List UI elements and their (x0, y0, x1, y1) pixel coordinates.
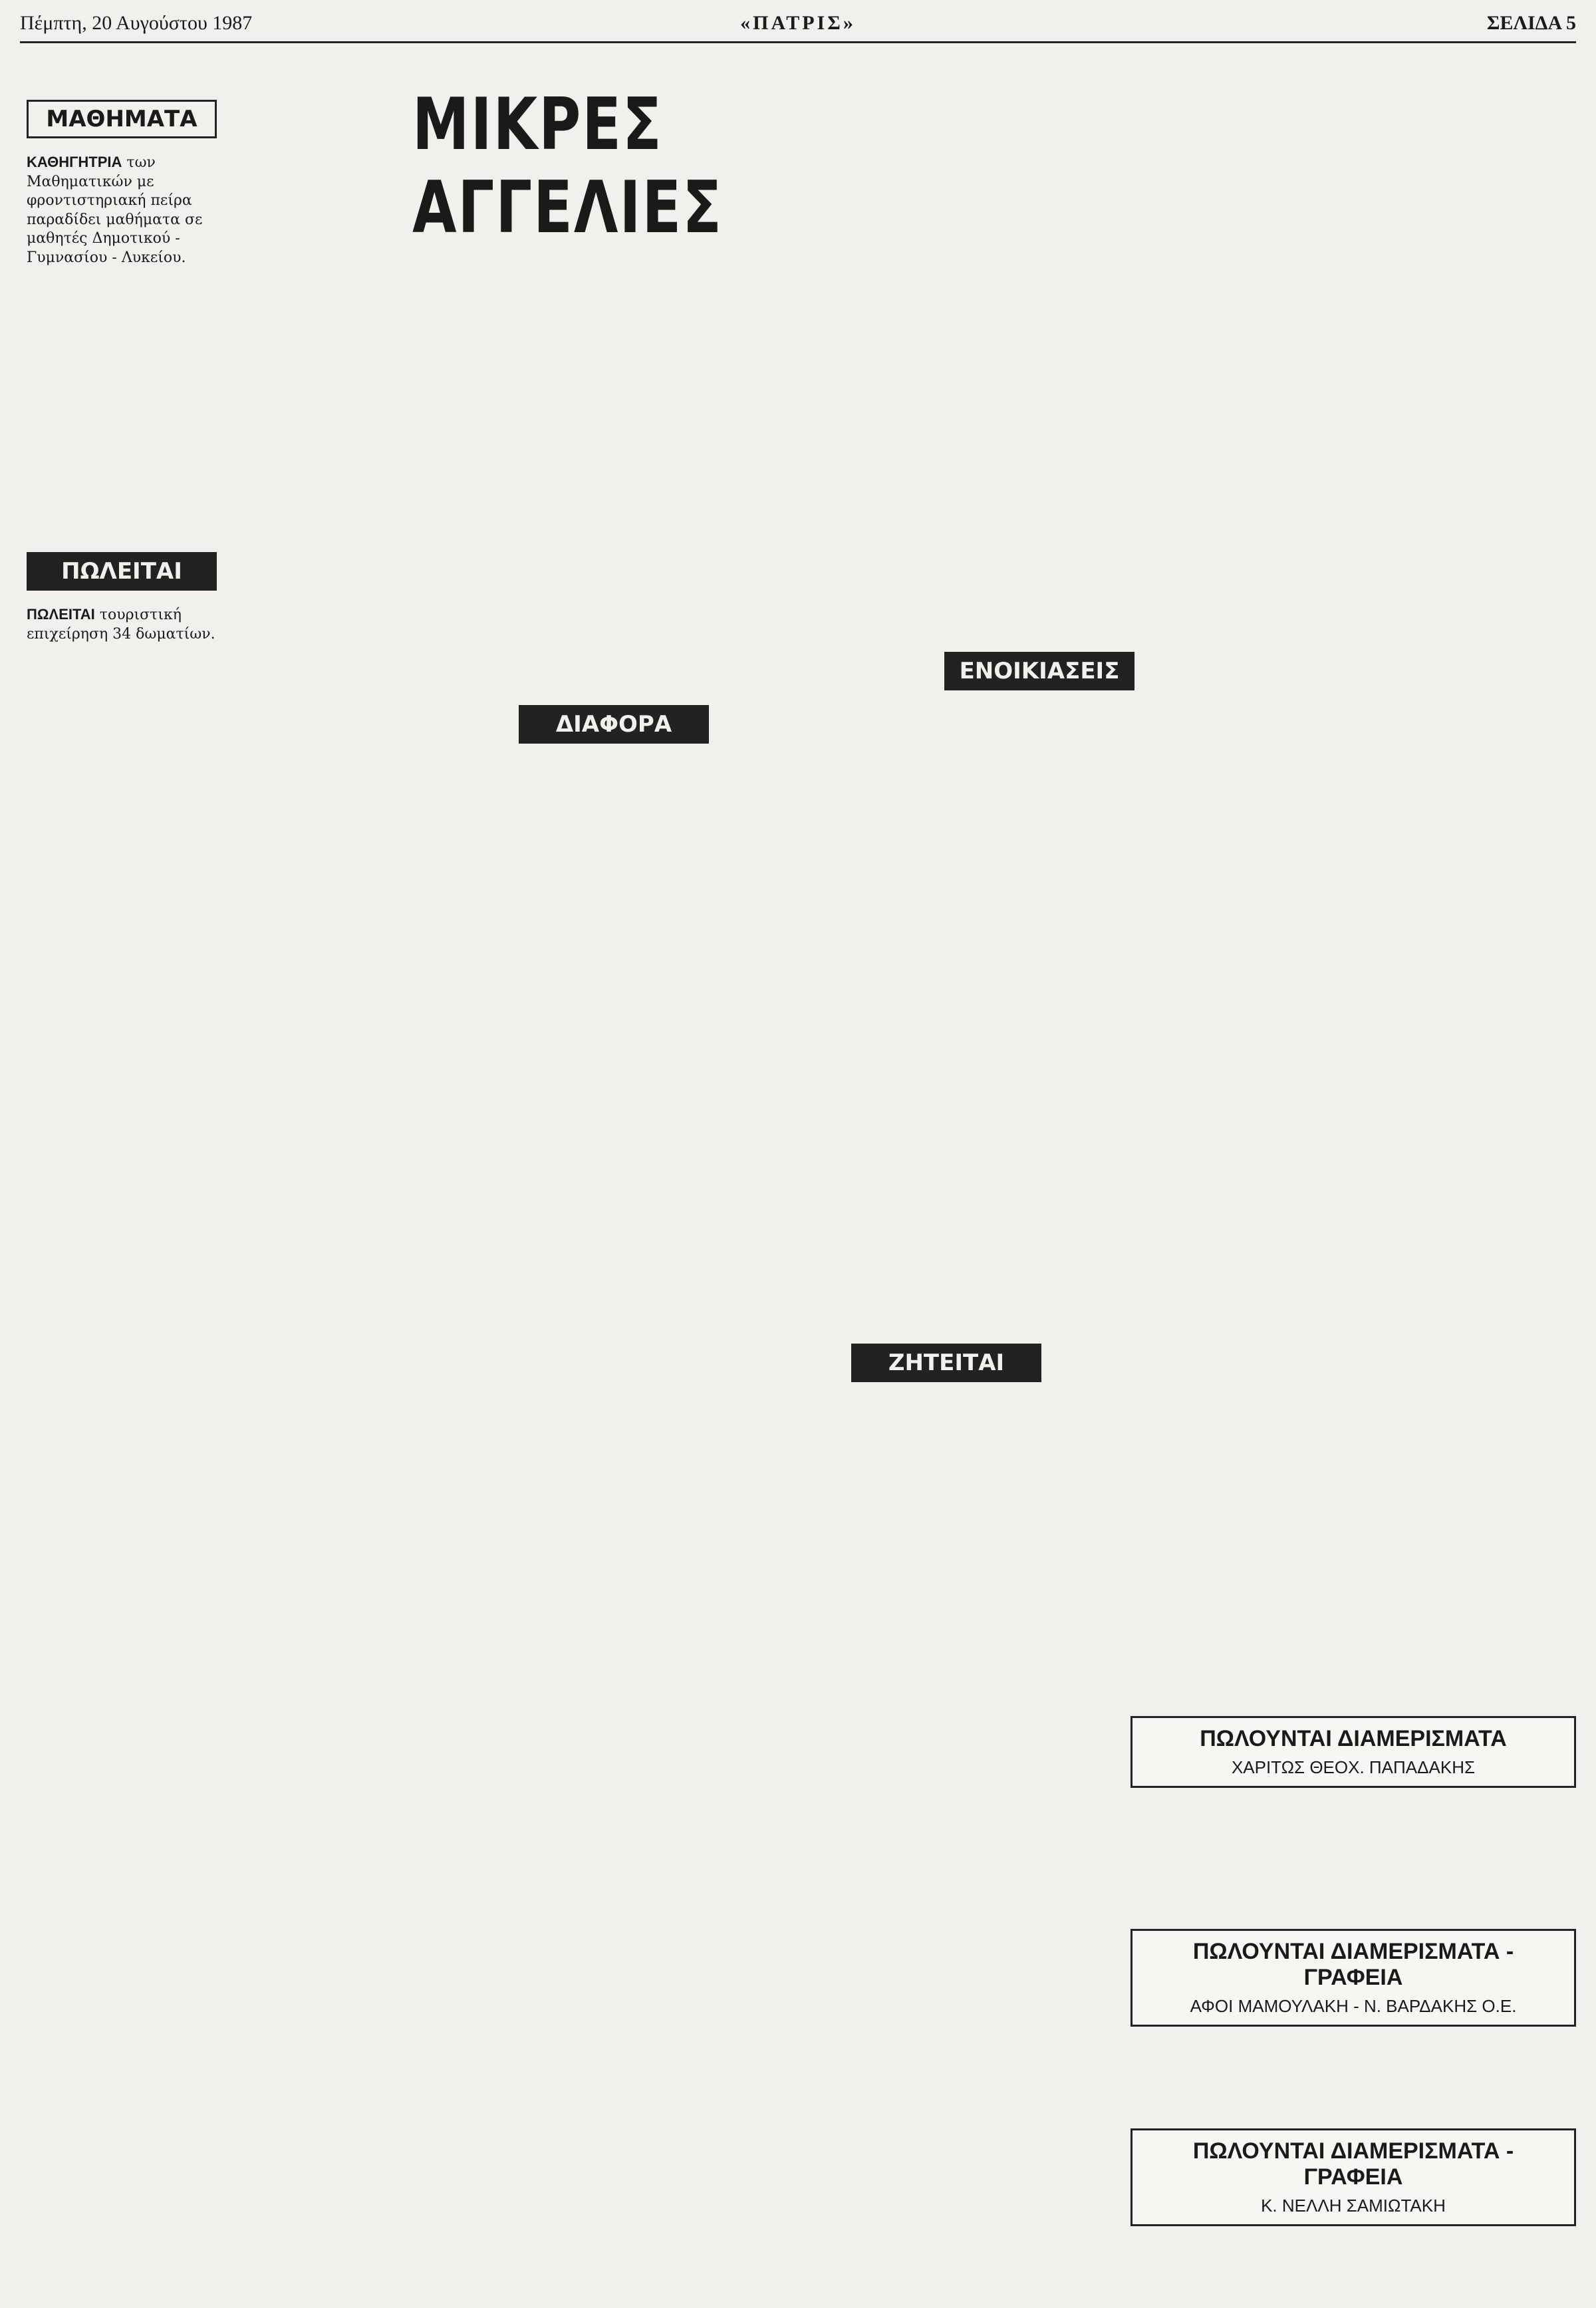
masthead-page: ΣΕΛΙΔΑ 5 (1486, 12, 1576, 34)
ad-text: τουριστική επιχείρηση 34 δωματίων. (27, 607, 215, 643)
boxed-ad (1130, 2128, 1576, 2226)
section-for-rent: ΕΝΟΙΚΙΑΣΕΙΣ (944, 652, 1134, 690)
boxed-ad-title: ΠΩΛΟΥΝΤΑΙ ΔΙΑΜΕΡΙΣΜΑΤΑ - ΓΡΑΦΕΙΑ (1192, 2138, 1514, 2190)
masthead-rule (20, 41, 1576, 43)
ad-title: ΠΩΛΕΙΤΑΙ (27, 606, 95, 623)
classified-ad (27, 605, 226, 644)
section-for-sale: ΠΩΛΕΙΤΑΙ (27, 552, 217, 591)
classified-ad (27, 153, 226, 268)
boxed-ad-title: ΠΩΛΟΥΝΤΑΙ ΔΙΑΜΕΡΙΣΜΑΤΑ - ΓΡΑΦΕΙΑ (1192, 1939, 1514, 1990)
section-lessons: ΜΑΘΗΜΑΤΑ (27, 100, 217, 138)
ad-text: των Μαθηματικών με φροντιστηριακή πείρα παραδίδει μαθήματα σε μαθητές Δημοτικού - Γυμνασίου - Λυκείου. (27, 154, 203, 266)
section-wanted: ΖΗΤΕΙΤΑΙ (851, 1344, 1041, 1382)
masthead (20, 8, 1576, 39)
page-headline: ΜΙΚΡΕΣ ΑΓΓΕΛΙΕΣ (412, 83, 723, 249)
boxed-ad-title: ΠΩΛΟΥΝΤΑΙ ΔΙΑΜΕΡΙΣΜΑΤΑ (1200, 1726, 1507, 1751)
masthead-title: «ΠΑΤΡΙΣ» (740, 12, 856, 34)
boxed-ad-line: Κ. ΝΕΛΛΗ ΣΑΜΙΩΤΑΚΗ (1261, 2196, 1446, 2216)
masthead-date: Πέμπτη, 20 Αυγούστου 1987 (20, 12, 253, 34)
section-various: ΔΙΑΦΟΡΑ (519, 705, 709, 744)
ad-title: ΚΑΘΗΓΗΤΡΙΑ (27, 154, 122, 170)
boxed-ad (1130, 1929, 1576, 2027)
boxed-ad-line: ΧΑΡΙΤΩΣ ΘΕΟΧ. ΠΑΠΑΔΑΚΗΣ (1231, 1757, 1476, 1777)
boxed-ad (1130, 1716, 1576, 1788)
boxed-ad-line: ΑΦΟΙ ΜΑΜΟΥΛΑΚΗ - Ν. ΒΑΡΔΑΚΗΣ Ο.Ε. (1190, 1996, 1517, 2016)
